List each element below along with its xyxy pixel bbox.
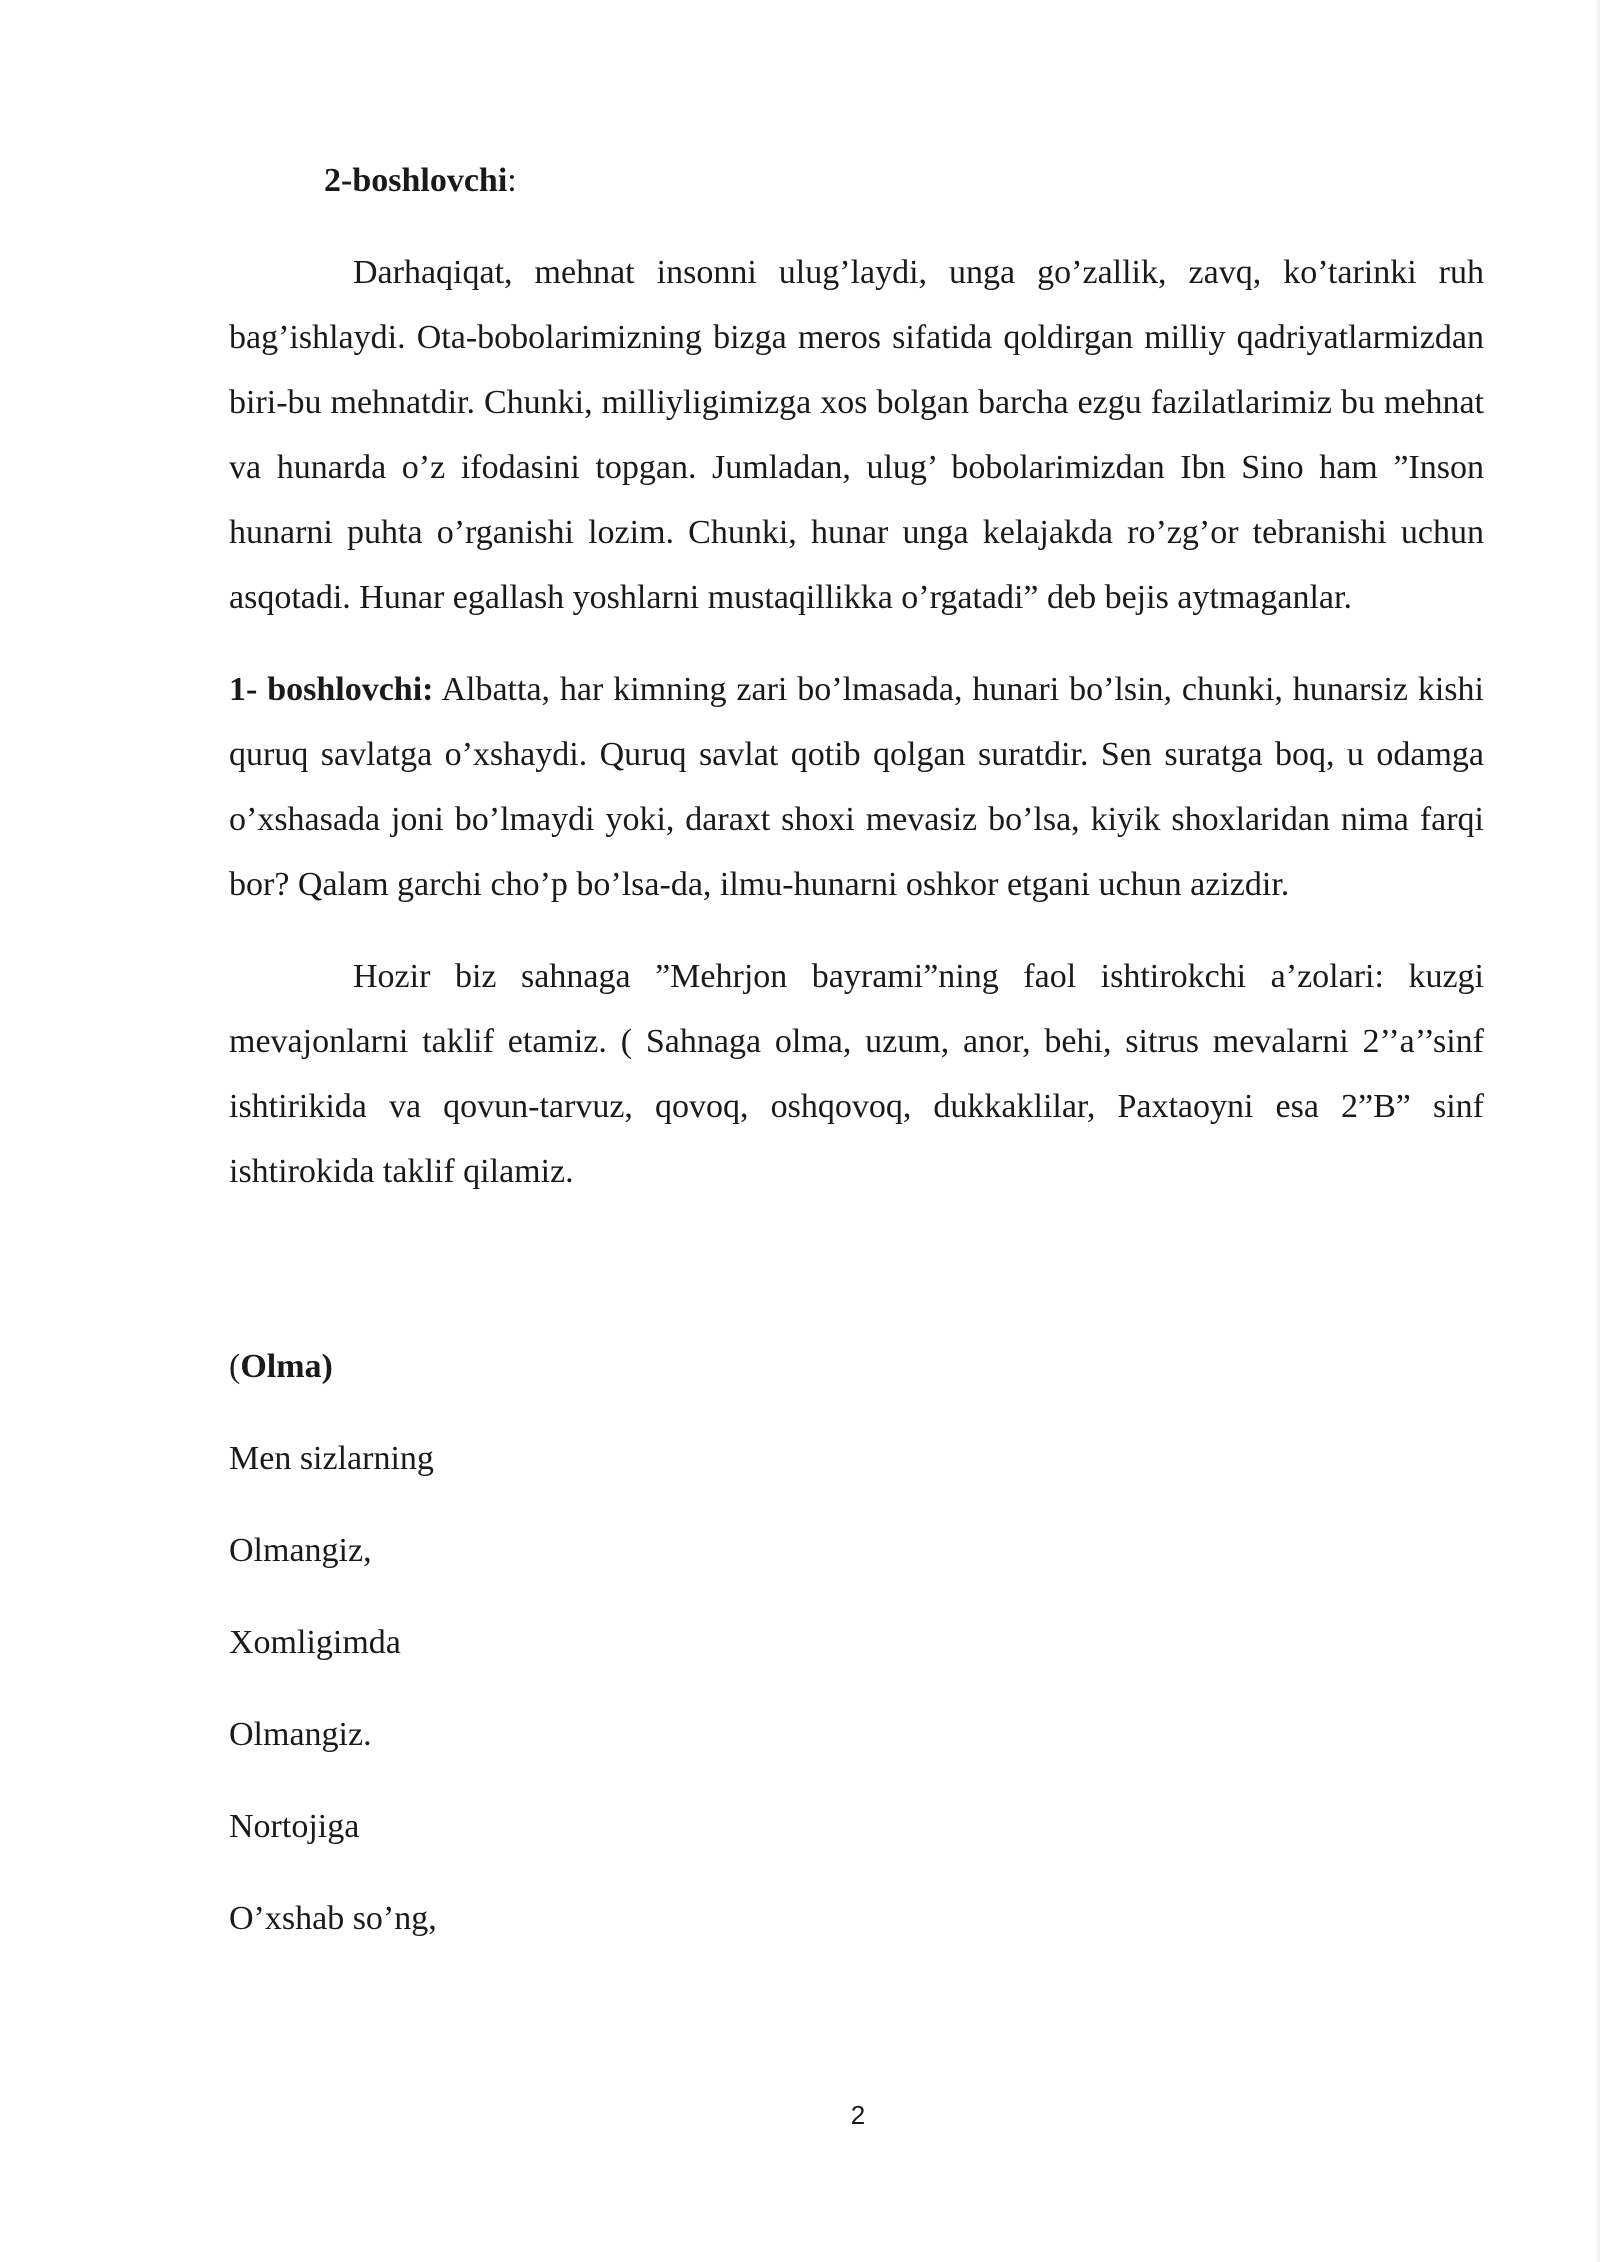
paragraph-mehnat: Darhaqiqat, mehnat insonni ulug’laydi, unga go’zallik, zavq, ko’tarinki ruh bag’ishlaydi. Ota-bobolarimizning bizga meros sifatida qoldirgan milliy qadriyatlarmizdan biri-bu mehnatdir. Chunki, milliyligimizga xos bolgan barcha ezgu fazilatlarimiz bu mehnat va hunarda o’z ifodasini topgan. Jumladan, ulug’ bobolarimizdan Ibn Sino ham ”Inson hunarni puhta o’rganishi lozim. Chunki, hunar unga kelajakda ro’zg’or tebranishi uchun asqotadi. Hunar egallash yoshlarni mustaqillikka o’rgatadi” deb bejis aytmaganlar. [229,254,1484,616]
speaker-heading [229,148,1484,213]
poem-title-paren: ( [229,1348,241,1385]
paragraph-mehrjon: Hozir biz sahnaga ”Mehrjon bayrami”ning faol ishtirokchi a’zolari: kuzgi mevajonlarni taklif etamiz. ( Sahnaga olma, uzum, anor, behi, sitrus mevalarni 2’’a’’sinf ishtirikida va qovun-tarvuz, qovoq, oshqovoq, dukkaklilar, Paxtaoyni esa 2”B” sinf ishtirokida taklif qilamiz. [229,958,1484,1190]
speaker-colon: : [507,162,517,199]
section-spacer [229,1204,1484,1334]
poem-line: Xomligimda [229,1624,401,1661]
poem-line: Olmangiz, [229,1532,372,1569]
poem-line: Men sizlarning [229,1440,434,1477]
poem-title [229,1334,1484,1399]
speaker-name: 2-boshlovchi [324,162,508,199]
poem-line: O’xshab so’ng, [229,1900,437,1937]
poem-line: Nortojiga [229,1808,360,1845]
poem-title-text: Olma) [240,1348,333,1385]
page-number: 2 [850,2100,866,2130]
page-content [229,148,1484,1978]
paragraph-hunar-text: Albatta, har kimning zari bo’lmasada, hunari bo’lsin, chunki, hunarsiz kishi quruq savlatga o’xshaydi. Quruq savlat qotib qolgan suratdir. Sen suratga boq, u odamga o’xshasada joni bo’lmaydi yoki, daraxt shoxi mevasiz bo’lsa, kiyik shoxlaridan nima farqi bor? Qalam garchi cho’p bo’lsa-da, ilmu-hunarni oshkor etgani uchun azizdir. [229,671,1484,903]
page-edge [1594,0,1600,2262]
paragraph-hunar [229,657,1484,917]
poem-line: Olmangiz. [229,1716,372,1753]
paragraph-speaker: 1- boshlovchi: [229,671,434,708]
